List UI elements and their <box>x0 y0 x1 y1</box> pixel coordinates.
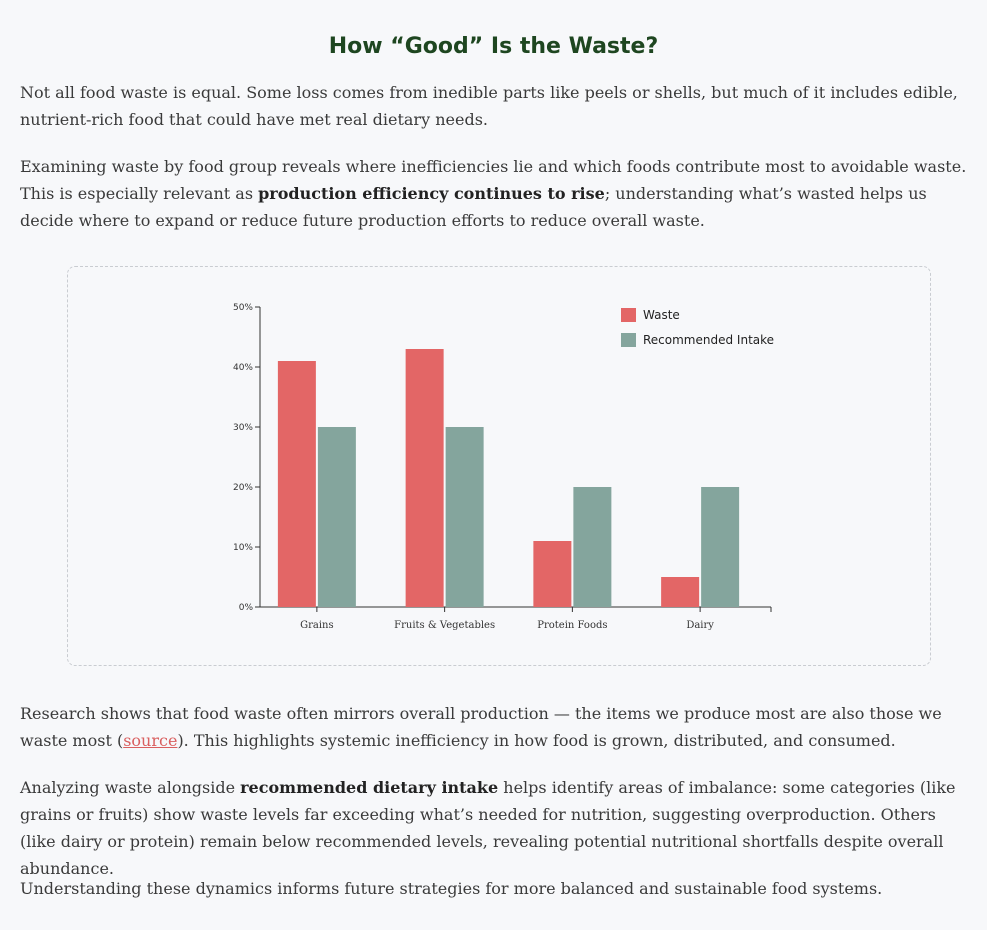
y-tick-label: 0% <box>238 603 253 613</box>
legend-swatch <box>621 308 636 322</box>
y-tick-label: 20% <box>232 483 253 493</box>
y-tick-label: 50% <box>232 303 253 313</box>
y-tick-label: 30% <box>232 423 253 433</box>
outro-p3-text: Research shows that food waste often mirrors overall production — the items we produce most are also those we waste most ( <box>20 704 942 750</box>
outro-p3-text-end: ). This highlights systemic inefficiency in how food is grown, distributed, and consumed. <box>177 731 896 750</box>
source-link[interactable]: source <box>123 731 178 750</box>
intro-paragraph-1: Not all food waste is equal. Some loss comes from inedible parts like peels or shells, but much of it includes edible, nutrient-rich food that could have met real dietary needs. <box>20 83 958 129</box>
intro-paragraph-2 <box>20 153 975 234</box>
intro-p2-emphasis: production efficiency continues to rise <box>258 184 605 203</box>
outro-p4-emphasis: recommended dietary intake <box>240 778 499 797</box>
outro-p4-text-end: helps identify areas of imbalance: some categories (like grains or fruits) show waste levels far exceeding what’s needed for nutrition, suggesting overproduction. Others (like dairy or protein) remain below recommended levels, revealing potential nutritional shortfalls despite overall abundance. <box>20 778 956 878</box>
outro-paragraph-1 <box>20 700 975 754</box>
x-tick-label: Fruits & Vegetables <box>394 620 496 631</box>
intro-p2-text-end: ; understanding what’s wasted helps us decide where to expand or reduce future production efforts to reduce overall waste. <box>20 184 927 230</box>
intro-p2-text: Examining waste by food group reveals where inefficiencies lie and which foods contribute most to avoidable waste. This is especially relevant as <box>20 157 967 203</box>
outro-paragraph-2 <box>20 774 975 882</box>
x-tick-label: Dairy <box>686 620 714 631</box>
chart-card <box>67 266 931 666</box>
page-title: How “Good” Is the Waste? <box>328 34 659 59</box>
y-tick-label: 40% <box>232 363 253 373</box>
bar-chart <box>68 267 932 667</box>
bar-waste <box>406 349 444 607</box>
bar-recommended-intake <box>701 487 739 607</box>
legend-swatch <box>621 333 636 347</box>
outro-p4-text: Analyzing waste alongside <box>20 778 241 797</box>
bar-waste <box>278 361 316 607</box>
bar-waste <box>661 577 699 607</box>
legend-label: Waste <box>643 308 680 322</box>
outro-paragraph-3: Understanding these dynamics informs future strategies for more balanced and sustainable food systems. <box>20 879 883 898</box>
bar-waste <box>533 541 571 607</box>
bar-recommended-intake <box>446 427 484 607</box>
bar-recommended-intake <box>318 427 356 607</box>
y-tick-label: 10% <box>232 543 253 553</box>
x-tick-label: Protein Foods <box>537 620 608 631</box>
bar-recommended-intake <box>573 487 611 607</box>
legend-label: Recommended Intake <box>643 333 775 347</box>
x-tick-label: Grains <box>300 620 334 631</box>
